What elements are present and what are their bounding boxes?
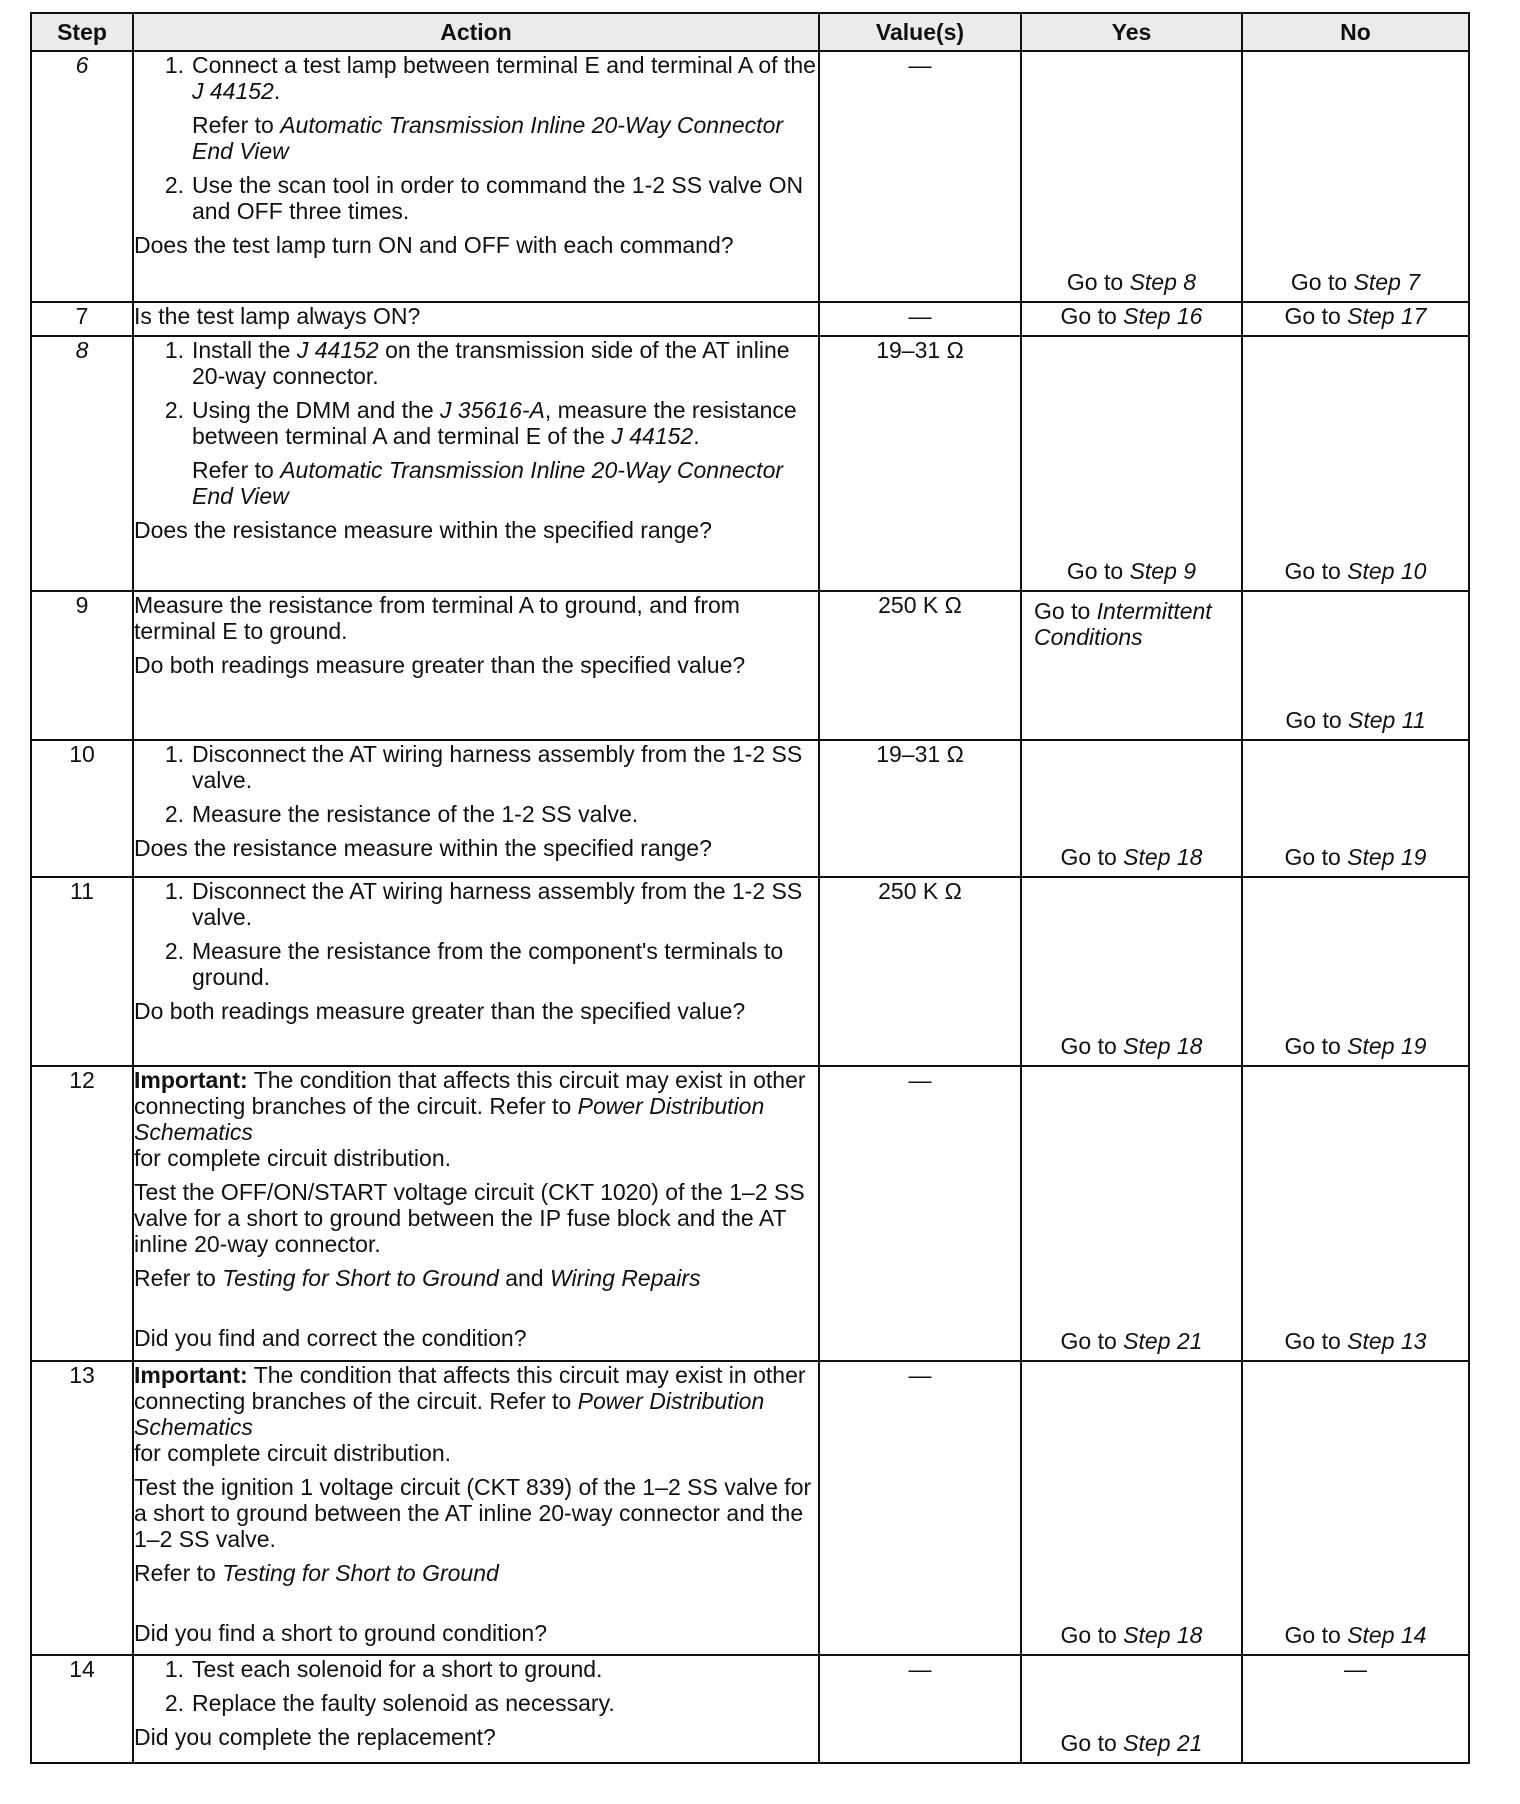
value-cell: — [819, 1361, 1021, 1655]
yes-cell: Go to Step 21 [1021, 1655, 1242, 1763]
header-step: Step [31, 13, 133, 51]
yes-cell: Go to Step 8 [1021, 51, 1242, 302]
important-note: Important: The condition that affects this circuit may exist in other connecting branches of the circuit. Refer to Power Distribution Schematics for complete circuit distribution. [134, 1362, 806, 1466]
question: Did you complete the replacement? [134, 1724, 496, 1750]
header-row [31, 13, 1469, 51]
question: Did you find and correct the condition? [134, 1325, 527, 1351]
step-number: 14 [31, 1655, 133, 1763]
step-number: 9 [31, 591, 133, 740]
no-cell: Go to Step 17 [1242, 302, 1469, 336]
no-cell: Go to Step 10 [1242, 336, 1469, 591]
step-number: 13 [31, 1361, 133, 1655]
yes-cell: Go to Step 18 [1021, 1361, 1242, 1655]
action-cell: Important: The condition that affects this circuit may exist in other connecting branches of the circuit. Refer to Power Distribution Schematics for complete circuit distribution. Test the ignition 1 voltage circuit (CKT 839) of the 1–2 SS valve for a short to ground between the AT inline 20-way connector and the 1–2 SS valve. Refer to Testing for Short to Ground Did you find a short to ground condition? [133, 1361, 819, 1655]
action-cell: 1. Connect a test lamp between terminal E and terminal A of the J 44152. Refer to Automatic Transmission Inline 20-Way Connector End View 2. Use the scan tool in order to command the 1-2 SS valve ON and OFF three times. Does the test lamp turn ON and OFF with each command? [133, 51, 819, 302]
question: Does the resistance measure within the specified range? [134, 835, 712, 861]
question: Did you find a short to ground condition? [134, 1620, 547, 1646]
no-cell: Go to Step 14 [1242, 1361, 1469, 1655]
no-cell: Go to Step 19 [1242, 740, 1469, 877]
value-cell: 250 K Ω [819, 877, 1021, 1066]
diagnostic-table [30, 12, 1470, 1764]
step-number: 6 [31, 51, 133, 302]
question: Does the resistance measure within the specified range? [134, 517, 712, 543]
no-cell: Go to Step 13 [1242, 1066, 1469, 1361]
no-cell: — [1242, 1655, 1469, 1763]
table-row [31, 877, 1469, 1066]
yes-cell: Go to Step 18 [1021, 740, 1242, 877]
important-note: Important: The condition that affects this circuit may exist in other connecting branches of the circuit. Refer to Power Distribution Schematics for complete circuit distribution. [134, 1067, 806, 1171]
yes-cell: Go to Intermittent Conditions [1021, 591, 1242, 740]
no-cell: Go to Step 19 [1242, 877, 1469, 1066]
action-cell: Measure the resistance from terminal A to ground, and from terminal E to ground. Do both readings measure greater than the specified value? [133, 591, 819, 740]
header-values: Value(s) [819, 13, 1021, 51]
step-number: 12 [31, 1066, 133, 1361]
value-cell: — [819, 1066, 1021, 1361]
yes-cell: Go to Step 18 [1021, 877, 1242, 1066]
no-link: Step 7 [1353, 269, 1421, 295]
question: Do both readings measure greater than the specified value? [134, 998, 746, 1024]
no-cell: Go to Step 11 [1242, 591, 1469, 740]
step-number: 11 [31, 877, 133, 1066]
header-action: Action [133, 13, 819, 51]
action-cell [133, 302, 819, 336]
action-cell: 1. Disconnect the AT wiring harness assembly from the 1-2 SS valve. 2. Measure the resistance from the component's terminals to ground. Do both readings measure greater than the specified value? [133, 877, 819, 1066]
table-row [31, 1361, 1469, 1655]
table-row [31, 51, 1469, 302]
value-cell: — [819, 51, 1021, 302]
table-row [31, 336, 1469, 591]
step-number: 7 [31, 302, 133, 336]
value-cell: 19–31 Ω [819, 336, 1021, 591]
step-number: 8 [31, 336, 133, 591]
yes-cell: Go to Step 16 [1021, 302, 1242, 336]
table-row [31, 1066, 1469, 1361]
table-row [31, 740, 1469, 877]
question: Does the test lamp turn ON and OFF with each command? [134, 232, 734, 258]
action-cell: 1. Install the J 44152 on the transmission side of the AT inline 20-way connector. 2. Using the DMM and the J 35616-A, measure the resistance between terminal A and terminal E of the J 44152. Refer to Automatic Transmission Inline 20-Way Connector End View Does the resistance measure within the specified range? [133, 336, 819, 591]
action-cell: Important: The condition that affects this circuit may exist in other connecting branches of the circuit. Refer to Power Distribution Schematics for complete circuit distribution. Test the OFF/ON/START voltage circuit (CKT 1020) of the 1–2 SS valve for a short to ground between the IP fuse block and the AT inline 20-way connector. Refer to Testing for Short to Ground and Wiring Repairs Did you find and correct the condition? [133, 1066, 819, 1361]
question: Is the test lamp always ON? [134, 303, 421, 329]
value-cell: — [819, 302, 1021, 336]
header-no: No [1242, 13, 1469, 51]
yes-link: Step 8 [1129, 269, 1197, 295]
header-yes: Yes [1021, 13, 1242, 51]
yes-cell: Go to Step 21 [1021, 1066, 1242, 1361]
table-row [31, 1655, 1469, 1763]
table-row [31, 591, 1469, 740]
value-cell: — [819, 1655, 1021, 1763]
value-cell: 250 K Ω [819, 591, 1021, 740]
yes-cell: Go to Step 9 [1021, 336, 1242, 591]
table-row [31, 302, 1469, 336]
value-cell: 19–31 Ω [819, 740, 1021, 877]
step-number: 10 [31, 740, 133, 877]
action-cell: 1. Disconnect the AT wiring harness assembly from the 1-2 SS valve. 2. Measure the resistance of the 1-2 SS valve. Does the resistance measure within the specified range? [133, 740, 819, 877]
no-cell: Go to Step 7 [1242, 51, 1469, 302]
action-cell: 1. Test each solenoid for a short to ground. 2. Replace the faulty solenoid as necessary. Did you complete the replacement? [133, 1655, 819, 1763]
question: Do both readings measure greater than the specified value? [134, 652, 746, 678]
